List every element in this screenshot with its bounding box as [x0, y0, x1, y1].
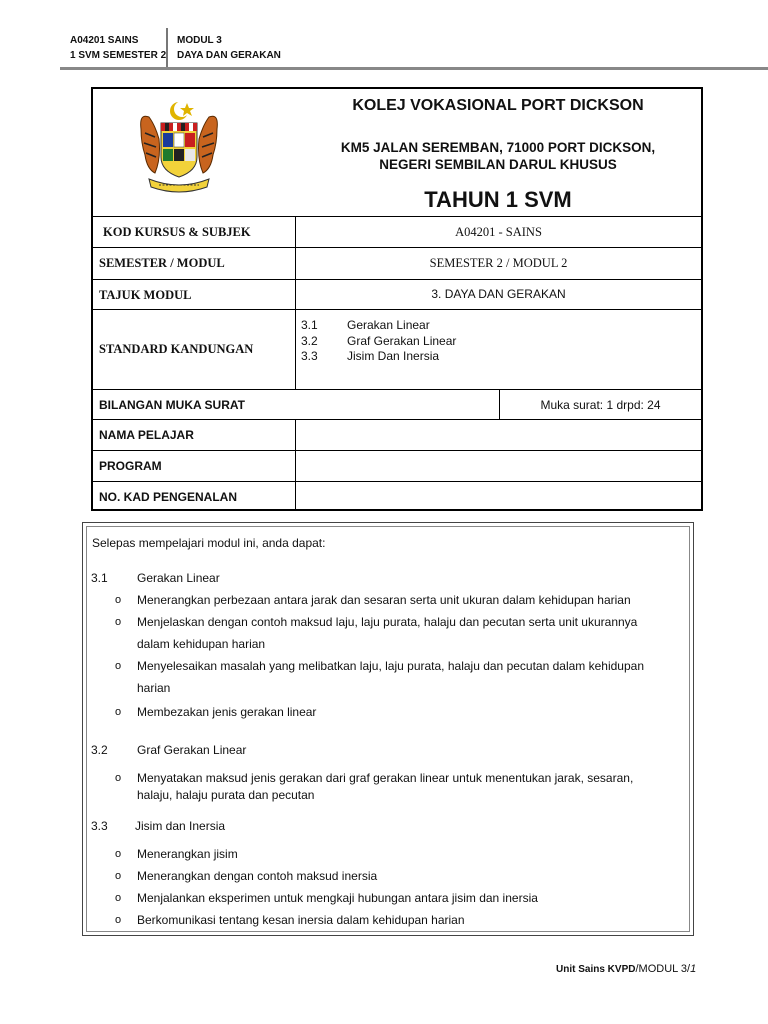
header-rule — [60, 67, 768, 70]
objective-item: Menjelaskan dengan contoh maksud laju, laju purata, halaju dan pecutan serta unit ukurannya — [137, 615, 638, 629]
row-divider — [295, 451, 296, 482]
row-standard-kandungan — [93, 309, 701, 390]
objective-item-continued: dalam kehidupan harian — [137, 637, 266, 651]
semester-value: SEMESTER 2 / MODUL 2 — [429, 256, 568, 270]
standard-label: STANDARD KANDUNGAN — [99, 342, 254, 356]
bilangan-value: Muka surat: 1 drpd: 24 — [540, 398, 661, 412]
header-divider — [166, 28, 168, 68]
learning-objectives-box — [82, 522, 694, 936]
kad-label: NO. KAD PENGENALAN — [99, 490, 238, 504]
header-subject-code: A04201 SAINS — [70, 35, 139, 46]
objectives-intro: Selepas mempelajari modul ini, anda dapat: — [92, 536, 326, 550]
row-bilangan-muka-surat — [93, 389, 701, 420]
objective-item: Menjalankan eksperimen untuk mengkaji hubungan antara jisim dan inersia — [137, 891, 538, 905]
row-tajuk — [93, 279, 701, 310]
standard-item: 3.3 Jisim Dan Inersia — [301, 349, 440, 363]
header-module-number: MODUL 3 — [177, 35, 222, 46]
row-divider — [295, 482, 296, 510]
address-line-1: KM5 JALAN SEREMBAN, 71000 PORT DICKSON, — [340, 140, 656, 155]
section-title: Jisim dan Inersia — [135, 819, 226, 833]
section-number: 3.2 — [91, 743, 108, 757]
header-semester: 1 SVM SEMESTER 2 — [70, 50, 167, 61]
tajuk-value: 3. DAYA DAN GERAKAN — [431, 287, 566, 301]
malaysia-coat-of-arms-icon — [135, 99, 223, 197]
institution-name: KOLEJ VOKASIONAL PORT DICKSON — [352, 97, 644, 114]
row-divider — [295, 310, 296, 390]
kod-value: A04201 - SAINS — [455, 225, 542, 239]
objective-item: Menyatakan maksud jenis gerakan dari graf gerakan linear untuk menentukan jarak, sesaran, — [137, 771, 634, 785]
bilangan-label: BILANGAN MUKA SURAT — [99, 398, 245, 412]
header-module-title: DAYA DAN GERAKAN — [177, 50, 281, 61]
bullet-icon: o — [115, 870, 122, 882]
bullet-icon: o — [115, 594, 122, 606]
year-title: TAHUN 1 SVM — [424, 187, 572, 212]
header-subject — [70, 33, 166, 63]
objective-item: Menerangkan dengan contoh maksud inersia — [137, 869, 378, 883]
section-number: 3.3 — [91, 819, 108, 833]
footer-module: /MODUL 3/ — [635, 963, 691, 975]
standard-item: 3.2 Graf Gerakan Linear — [301, 333, 457, 348]
bullet-icon: o — [115, 914, 122, 926]
row-program — [93, 450, 701, 482]
objective-item: Menerangkan jisim — [137, 847, 238, 861]
page-footer — [556, 963, 696, 975]
bullet-icon: o — [115, 706, 122, 718]
section-title: Graf Gerakan Linear — [137, 743, 247, 757]
objective-item: Menerangkan perbezaan antara jarak dan sesaran serta unit ukuran dalam kehidupan harian — [137, 593, 631, 607]
bullet-icon: o — [115, 772, 122, 784]
row-kad-pengenalan — [93, 481, 701, 510]
nama-label: NAMA PELAJAR — [99, 428, 194, 442]
address-line-2: NEGERI SEMBILAN DARUL KHUSUS — [379, 157, 617, 172]
objective-item-continued: halaju, halaju purata dan pecutan — [137, 788, 315, 802]
objective-item-continued: harian — [137, 681, 171, 695]
standard-list — [301, 318, 456, 365]
objective-item: Membezakan jenis gerakan linear — [137, 705, 317, 719]
objective-item: Menyelesaikan masalah yang melibatkan laju, laju purata, halaju dan pecutan dalam kehidupan — [137, 659, 644, 673]
footer-unit: Unit Sains KVPD — [556, 964, 636, 975]
bullet-icon: o — [115, 616, 122, 628]
footer-page-number: 1 — [690, 963, 697, 975]
bullet-icon: o — [115, 660, 122, 672]
program-label: PROGRAM — [99, 459, 162, 473]
row-nama-pelajar — [93, 419, 701, 451]
kod-label: KOD KURSUS & SUBJEK — [103, 225, 251, 239]
semester-label: SEMESTER / MODUL — [99, 256, 225, 270]
row-semester — [93, 247, 701, 280]
row-divider — [295, 420, 296, 451]
section-number: 3.1 — [91, 571, 108, 585]
cover-info-box — [91, 87, 703, 511]
objective-item: Berkomunikasi tentang kesan inersia dalam kehidupan harian — [137, 913, 465, 927]
bullet-icon: o — [115, 848, 122, 860]
section-title: Gerakan Linear — [137, 571, 220, 585]
row-kod-kursus — [93, 216, 701, 248]
header-module — [177, 33, 281, 63]
tajuk-label: TAJUK MODUL — [99, 288, 192, 302]
standard-item: 3.1 Gerakan Linear — [301, 318, 430, 332]
bullet-icon: o — [115, 892, 122, 904]
institution-address — [293, 139, 703, 173]
